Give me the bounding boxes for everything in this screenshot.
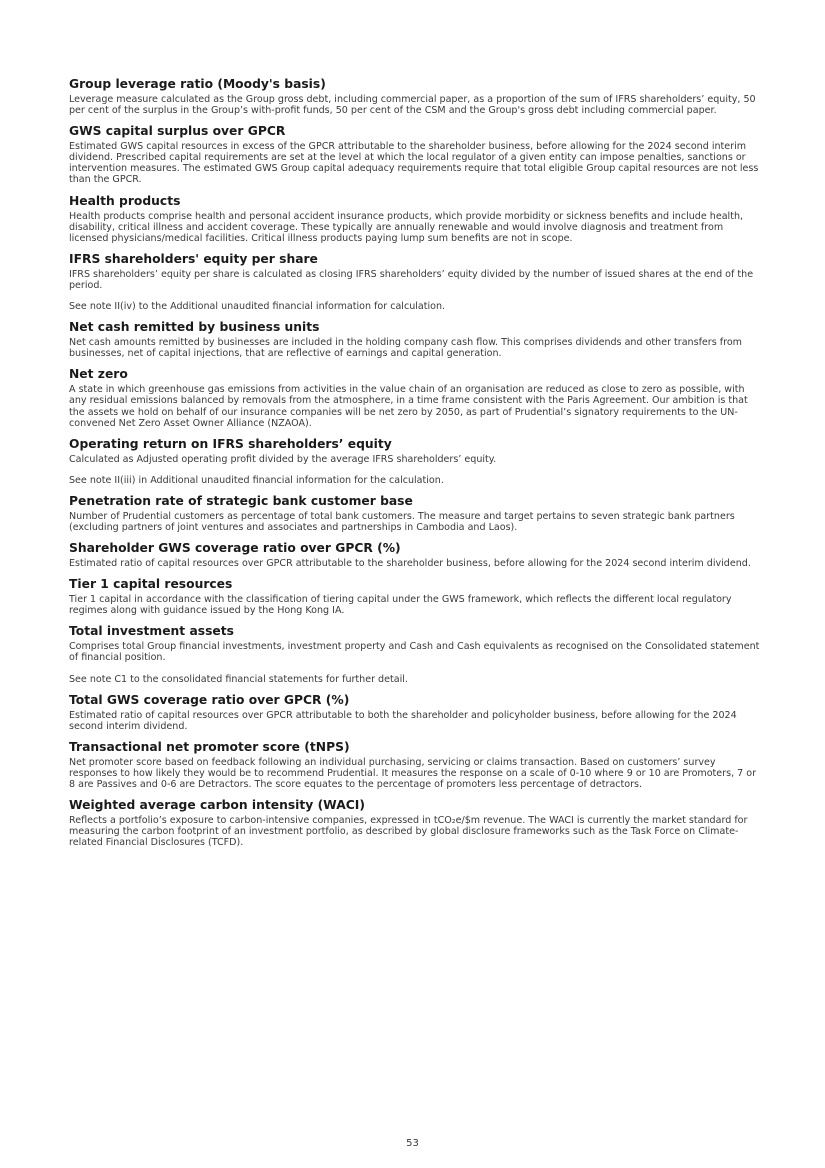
glossary-entry [69,252,761,312]
glossary-entry [69,437,761,486]
glossary-definition: Number of Prudential customers as percentage of total bank customers. The measure and target pertains to seven strategic bank partners (excluding partners of joint ventures and associates and partnerships in Cambodia and Laos). [69,510,735,533]
glossary-note: See note C1 to the consolidated financial statements for further detail. [69,673,408,685]
glossary-entry [69,124,761,185]
glossary-term: Total GWS coverage ratio over GPCR (%) [69,692,350,707]
glossary-term: Net zero [69,367,128,382]
glossary-term: Tier 1 capital resources [69,577,233,592]
glossary-note: See note II(iv) to the Additional unaudited financial information for calculation. [69,301,446,313]
glossary-definition: Net promoter score based on feedback following an individual purchasing, servicing or claims transaction. Based on customers’ survey responses to how likely they would be to recommend Prudential. It measures the response on a scale of 0-10 where 9 or 10 are Promoters, 7 or 8 are Passives and 0-6 are Detractors. The score equates to the percentage of promoters less percentage of detractors. [69,756,757,790]
glossary-entry [69,194,761,244]
glossary-definition: Estimated GWS capital resources in excess of the GPCR attributable to the shareholder business, before allowing for the 2024 second interim dividend. Prescribed capital requirements are set at the level at which the local regulator of a given entity can impose penalties, sanctions or intervention measures. The estimated GWS Group capital adequacy requirements require that total eligible Group capital resources are not less than the GPCR. [69,141,759,186]
glossary-entry [69,740,761,790]
glossary-entry [69,320,761,359]
glossary-entry [69,367,761,428]
glossary-term: IFRS shareholders' equity per share [69,251,318,266]
glossary-entry [69,798,761,848]
glossary-content [69,77,761,848]
glossary-definition: Calculated as Adjusted operating profit divided by the average IFRS shareholders’ equity. [69,453,497,465]
glossary-definition: A state in which greenhouse gas emissions from activities in the value chain of an organisation are reduced as close to zero as possible, with any residual emissions balanced by removals from the atmosphere, in a time frame consistent with the Paris Agreement. Our ambition is that the assets we hold on behalf of our insurance companies will be net zero by 2050, as part of Prudential’s signatory requirements to the UN-convened Net Zero Asset Owner Alliance (NZAOA). [69,384,748,429]
glossary-definition: Reflects a portfolio’s exposure to carbon-intensive companies, expressed in tCO₂e/$m revenue. The WACI is currently the market standard for measuring the carbon footprint of an investment portfolio, as described by global disclosure frameworks such as the Task Force on Climate-related Financial Disclosures (TCFD). [69,815,748,849]
glossary-term: Health products [69,193,181,208]
glossary-term: Shareholder GWS coverage ratio over GPCR (%) [69,541,401,556]
glossary-definition: Leverage measure calculated as the Group gross debt, including commercial paper, as a proportion of the sum of IFRS shareholders’ equity, 50 per cent of the surplus in the Group’s with-profit funds, 50 per cent of the CSM and the Group's gross debt including commercial paper. [69,94,756,117]
glossary-definition: Net cash amounts remitted by businesses are included in the holding company cash flow. This comprises dividends and other transfers from businesses, net of capital injections, that are reflective of earnings and capital generation. [69,337,742,360]
glossary-term: Group leverage ratio (Moody's basis) [69,77,326,91]
glossary-note: See note II(iii) in Additional unaudited financial information for the calculation. [69,474,444,486]
glossary-entry [69,541,761,569]
page-number: 53 [406,1138,419,1149]
glossary-term: Total investment assets [69,624,234,639]
glossary-entry [69,577,761,616]
glossary-entry [69,77,761,116]
glossary-term: Transactional net promoter score (tNPS) [69,739,350,754]
glossary-term: Net cash remitted by business units [69,320,320,335]
glossary-term: Weighted average carbon intensity (WACI) [69,798,365,813]
glossary-definition: Estimated ratio of capital resources over GPCR attributable to the shareholder business, before allowing for the 2024 second interim dividend. [69,558,751,570]
glossary-entry [69,693,761,732]
glossary-term: GWS capital surplus over GPCR [69,124,286,139]
glossary-term: Penetration rate of strategic bank customer base [69,493,413,508]
glossary-definition: IFRS shareholders’ equity per share is calculated as closing IFRS shareholders’ equity divided by the number of issued shares at the end of the period. [69,268,754,291]
glossary-definition: Tier 1 capital in accordance with the classification of tiering capital under the GWS framework, which reflects the different local regulatory regimes along with guidance issued by the Hong Kong IA. [69,594,732,617]
glossary-entry [69,494,761,533]
glossary-definition: Estimated ratio of capital resources over GPCR attributable to both the shareholder and policyholder business, before allowing for the 2024 second interim dividend. [69,709,737,732]
glossary-definition: Comprises total Group financial investments, investment property and Cash and Cash equivalents as recognised on the Consolidated statement of financial position. [69,641,760,664]
glossary-definition: Health products comprise health and personal accident insurance products, which provide morbidity or sickness benefits and include health, disability, critical illness and accident coverage. These typically are annually renewable and would involve diagnosis and treatment from licensed physicians/medical facilities. Critical illness products paying lump sum benefits are not in scope. [69,210,744,244]
glossary-term: Operating return on IFRS shareholders’ equity [69,436,392,451]
glossary-entry [69,624,761,684]
